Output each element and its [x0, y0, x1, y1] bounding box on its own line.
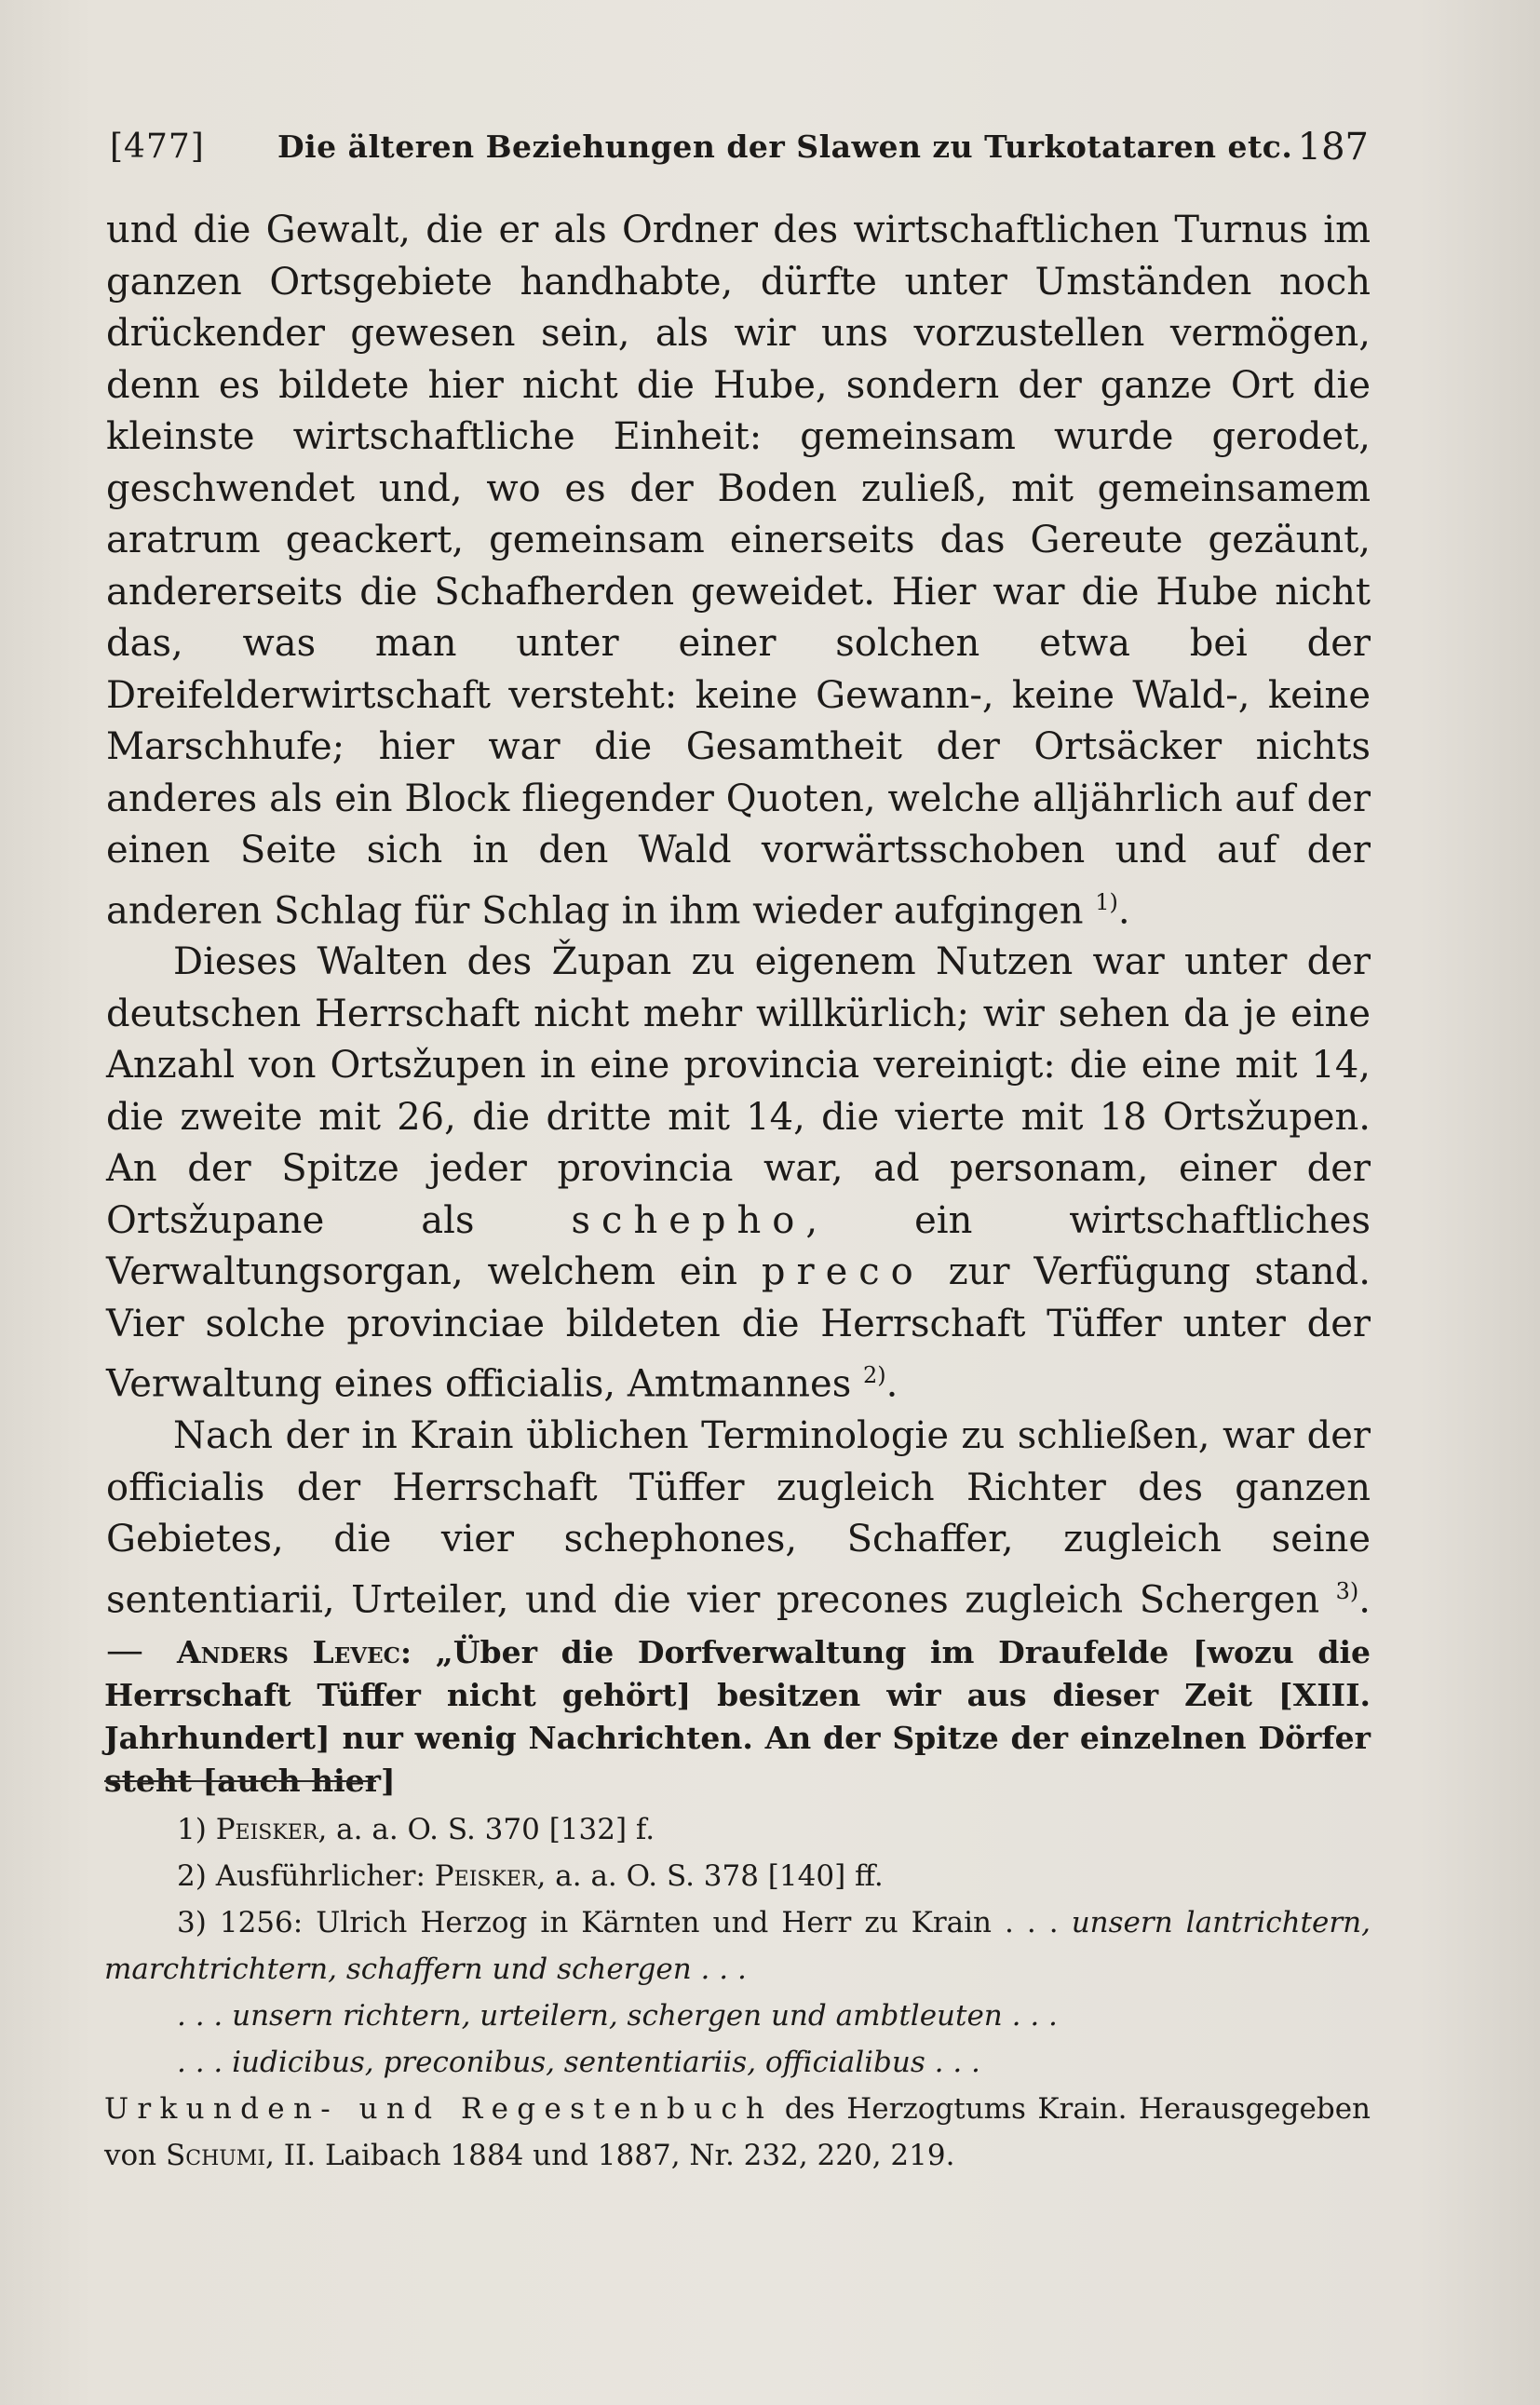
page-number: 187	[1297, 126, 1369, 169]
quote-text: : „Über die Dorfverwaltung im Draufelde [wozu die Herrschaft Tüffer nicht gehört] besitzen wir aus dieser Zeit [XIII. Jahrhundert] nur wenig Nachrichten. An der Spitze der einzelnen Dörfer steht [auch hier]	[104, 1634, 1371, 1799]
footnote-3-source	[104, 2086, 1371, 2179]
footnote-ref-1: 1)	[1095, 888, 1118, 915]
quoted-passage	[104, 1631, 1371, 1803]
paragraph-2-end: .	[885, 1362, 898, 1406]
footnote-1-author: Peisker	[215, 1813, 318, 1846]
quote-author: Anders Levec	[177, 1634, 400, 1670]
footnote-3-prefix: 1256: Ulrich Herzog in Kärnten und Herr zu Krain . . .	[219, 1906, 1059, 1939]
footnote-3-number: 3)	[177, 1906, 207, 1939]
footnote-3	[104, 1899, 1371, 1993]
footnote-2-text: , a. a. O. S. 378 [140] ff.	[536, 1859, 884, 1893]
footnote-3-source-end: , II. Laibach 1884 und 1887, Nr. 232, 220, 219.	[265, 2139, 955, 2172]
paragraph-3-text: Nach der in Krain üblichen Terminologie zu schließen, war der officialis der Herrschaft Tüffer zugleich Richter des ganzen Gebietes, die vier schephones, Schaffer, zugleich seine sententiarii, Urteiler, und die vier precones zugleich Schergen	[106, 1414, 1371, 1621]
footnote-2-prefix: Ausführlicher:	[215, 1859, 426, 1893]
footnote-2-author: Peisker	[434, 1859, 537, 1893]
term-preco: preco	[761, 1250, 925, 1294]
footnote-3-quote: unsern lantrichtern, marchtrichtern, schaffern und schergen . . .	[104, 1906, 1371, 1986]
paragraph-1	[106, 205, 1371, 937]
header-page-ref: [477]	[110, 128, 205, 166]
paragraph-2-text-a: Dieses Walten des Župan zu eigenem Nutzen war unter der deutschen Herrschaft nicht mehr willkürlich; wir sehen da je eine Anzahl von Ortsžupen in eine provincia vereinigt: die eine mit 14, die zweite mit 26, die dritte mit 14, die vierte mit 18 Ortsžupen. An der Spitze jeder provincia war, ad personam, einer der Ortsžupane als	[106, 940, 1371, 1242]
footnote-3-source-title: Urkunden- und Regestenbuch	[104, 2092, 774, 2126]
footnotes	[104, 1806, 1371, 2179]
footnote-2-number: 2)	[177, 1859, 207, 1893]
footnote-1-number: 1)	[177, 1813, 207, 1846]
footnote-3-line-3: . . . iudicibus, preconibus, sententiariis, officialibus . . .	[177, 2046, 980, 2079]
footnote-ref-2: 2)	[862, 1362, 886, 1389]
footnote-1	[104, 1806, 1371, 1853]
footnote-3-line-2: . . . unsern richtern, urteilern, schergen und ambtleuten . . .	[177, 1999, 1058, 2033]
running-header	[110, 119, 1369, 175]
main-text	[106, 205, 1371, 1678]
paragraph-2-text-c: zur Verfügung stand. Vier solche provinciae bildeten die Herrschaft Tüffer unter der Verwaltung eines officialis, Amtmannes	[106, 1250, 1371, 1406]
footnote-1-text: , a. a. O. S. 370 [132] f.	[317, 1813, 655, 1846]
footnote-divider	[104, 1780, 376, 1782]
footnote-ref-3: 3)	[1335, 1577, 1359, 1604]
term-schepho: schepho	[571, 1198, 806, 1242]
paragraph-1-end: .	[1117, 888, 1130, 932]
paragraph-2	[106, 937, 1371, 1411]
footnote-3-source-text: des Herzogtums Krain. Herausgegeben von	[104, 2092, 1371, 2172]
header-title: Die älteren Beziehungen der Slawen zu Turkotataren etc.	[277, 128, 1293, 165]
footnote-2	[104, 1853, 1371, 1899]
paragraph-2-text-b: , ein wirtschaftliches Verwaltungsorgan, welchem ein	[106, 1198, 1371, 1294]
paragraph-1-text: und die Gewalt, die er als Ordner des wirtschaftlichen Turnus im ganzen Ortsgebiete handhabte, dürfte unter Umständen noch drückender gewesen sein, als wir uns vorzustellen vermögen, denn es bildete hier nicht die Hube, sondern der ganze Ort die kleinste wirtschaftliche Einheit: gemeinsam wurde gerodet, geschwendet und, wo es der Boden zuließ, mit gemeinsamem aratrum geackert, gemeinsam einerseits das Gereute gezäunt, andererseits die Schafherden geweidet. Hier war die Hube nicht das, was man unter einer solchen etwa bei der Dreifelderwirtschaft versteht: keine Gewann-, keine Wald-, keine Marschhufe; hier war die Gesamtheit der Ortsäcker nichts anderes als ein Block fliegender Quoten, welche alljährlich auf der einen Seite sich in den Wald vorwärtsschoben und auf der anderen Schlag für Schlag in ihm wieder aufgingen	[106, 209, 1371, 932]
footnote-3-source-author: Schumi	[166, 2139, 266, 2172]
paragraph-3-end: . —	[106, 1577, 1371, 1673]
